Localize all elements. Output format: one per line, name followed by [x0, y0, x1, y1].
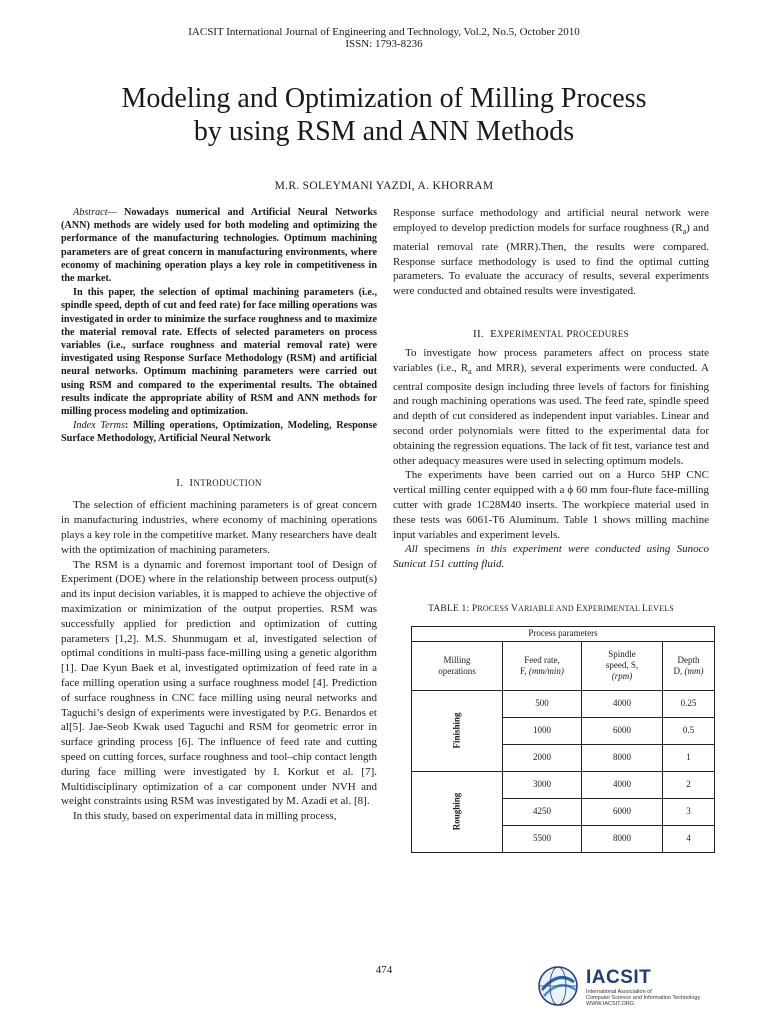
iacsit-logo [536, 964, 726, 1008]
cell-spindle-speed: 8000 [582, 744, 663, 771]
cell-depth: 2 [663, 771, 715, 798]
cell-depth: 0.5 [663, 717, 715, 744]
intro-paragraph-1: The selection of efficient machining parameters is of great concern in manufacturing industries, where economy of machining operations plays a key role in the competitive market. Many researchers have dealt with the optimization of machining parameters. [61, 499, 377, 556]
col-header-feed-rate: Feed rate, F, (mm/min) [503, 641, 582, 690]
authors: M.R. SOLEYMANI YAZDI, A. KHORRAM [274, 180, 494, 192]
group-label-roughing: Roughing [412, 771, 503, 852]
col-header-depth: Depth D, (mm) [663, 641, 715, 690]
section-heading-experimental: II. EXPERIMENTAL PROCEDURES [473, 327, 629, 340]
experimental-paragraph-2: The experiments have been carried out on a Hurco 5HP CNC vertical milling center equipped with a ϕ 60 mm four-flute face-milling cutter with grade 1C28M40 inserts. The workpiece material used in these tests was 6061-T6 Aluminum. Table 1 shows milling machine input variables and experiment levels. [393, 469, 709, 541]
cell-depth: 1 [663, 744, 715, 771]
cell-feed-rate: 500 [503, 690, 582, 717]
table-row [412, 690, 715, 717]
table-group-header: Process parameters [412, 626, 715, 641]
cell-feed-rate: 1000 [503, 717, 582, 744]
cell-spindle-speed: 6000 [582, 717, 663, 744]
index-terms [61, 419, 377, 445]
cell-feed-rate: 5500 [503, 825, 582, 852]
index-terms-label: Index Terms [73, 420, 125, 432]
intro-paragraph-2: The RSM is a dynamic and foremost important tool of Design of Experiment (DOE) where in the relationship between process output(s) and its input decision variables, it is mapped to achieve the objective of maximization or minimization of the output properties. RSM was successfully applied for prediction and optimization of cutting parameters [1,2]. M.S. Shunmugam et al, investigated selection of optimal conditions in multi-pass face-milling using a genetic algorithm [1]. Dae Kyun Baek et al, investigated optimization of feed rate in a face milling operation using a surface roughness model [4]. Prediction of surface roughness in CNC face milling using neural networks and Taguchi’s design of experiments were investigated by P.G. Benardos et al[5]. Jae-Seob Kwak used Taguchi and RSM for geometric error in surface grinding process [6]. The influence of feed rate and cutting speed on cutting forces, surface roughness and tool–chip contact length during face milling were investigated by I. Korkut et al. [7]. Multidisciplinary optimization of a car component under NVH and weight constraints using RSM was investigated by M. Azadi et al. [8]. [61, 558, 377, 808]
cell-spindle-speed: 4000 [582, 690, 663, 717]
abstract-paragraph-2: In this paper, the selection of optimal machining parameters (i.e., spindle speed, depth of cut and feed rate) for face milling operations was investigated in order to minimize the surface roughness and to maximize the material removal rate. Effects of selected parameters on process variables (i.e., surface roughness and material removal rate) were investigated using Response Surface Methodology (RSM) and artificial neural networks. Optimum machining parameters were carried out using RSM and compared to the experimental results. The obtained results indicate the appropriate ability of RSM and ANN methods for milling process modeling and optimization. [61, 287, 377, 418]
cell-spindle-speed: 6000 [582, 798, 663, 825]
col-header-milling-operations: Milling operations [412, 641, 503, 690]
index-terms-text: : Milling operations, Optimization, Modeling, Response Surface Methodology, Artificial Neural Network [61, 420, 377, 445]
issn: ISSN: 1793-8236 [345, 38, 423, 50]
page-number: 474 [375, 964, 393, 976]
cell-depth: 3 [663, 798, 715, 825]
cell-feed-rate: 4250 [503, 798, 582, 825]
abstract-label: Abstract— [73, 207, 117, 218]
cell-spindle-speed: 8000 [582, 825, 663, 852]
table-caption: TABLE 1: PROCESS VARIABLE AND EXPERIMENTAL LEVELS [428, 603, 674, 614]
process-parameters-table [411, 626, 715, 853]
paper-title [0, 82, 768, 148]
cell-depth: 0.25 [663, 690, 715, 717]
intro-continued: Response surface methodology and artificial neural network were employed to develop prediction models for surface roughness $(R_a)$ and material removal rate (MRR).Then, the results were compared. Response surface methodology is used to find the optimal cutting parameters. To evaluate the accuracy of results, several experiments were conducted and obtained results were investigated. [393, 207, 710, 298]
experimental-paragraph-1: To investigate how process parameters affect on process state variables (i.e., $R_a$ and MRR), several experiments were conducted. A central composite design including three levels of factors for finishing and rough machining operations was used. The feed rate, spindle speed and depth of cut considered as independent input variables. Linear and second order polynomials were fitted to the experimental data for obtaining the regression equations. The lack of fit test, variance test and other adequacy measures were used in selecting optimum models. [393, 346, 709, 467]
title-line-2: by using RSM and ANN Methods [193, 116, 575, 147]
intro-paragraph-3: In this study, based on experimental data in milling process, [73, 810, 337, 823]
section-heading-introduction: I. INTRODUCTION [176, 476, 262, 489]
logo-subtitle-1: International Association of [586, 989, 652, 995]
experimental-paragraph-3: All specimens in this experiment were conducted using Sunoco Sunicut 151 cutting fluid. [393, 543, 709, 571]
journal-header: IACSIT International Journal of Engineering and Technology, Vol.2, No.5, October 2010 [188, 26, 580, 38]
logo-name: IACSIT [586, 967, 652, 988]
group-label-finishing: Finishing [412, 690, 503, 771]
right-column [393, 206, 709, 853]
cell-depth: 4 [663, 825, 715, 852]
table-header-row-1 [412, 626, 715, 641]
title-line-1: Modeling and Optimization of Milling Process [121, 83, 647, 114]
logo-website: WWW.IACSIT.ORG [586, 1001, 634, 1007]
cell-feed-rate: 3000 [503, 771, 582, 798]
abstract-paragraph-1 [61, 206, 377, 285]
table-header-row-2 [412, 641, 715, 690]
table-row [412, 771, 715, 798]
left-column [61, 206, 377, 824]
cell-feed-rate: 2000 [503, 744, 582, 771]
abstract-text-1: Nowadays numerical and Artificial Neural Networks (ANN) methods are widely used for both modeling and optimizing the performance of the manufacturing technologies. Optimum machining parameters are of great concern in manufacturing environments, where economy of machining operation plays a key role in competitiveness in the market. [61, 207, 377, 285]
logo-subtitle-2: Computer Science and Information Technology [586, 995, 701, 1001]
cell-spindle-speed: 4000 [582, 771, 663, 798]
globe-icon [536, 964, 580, 1008]
col-header-spindle-speed: Spindle speed, S, (rpm) [582, 641, 663, 690]
